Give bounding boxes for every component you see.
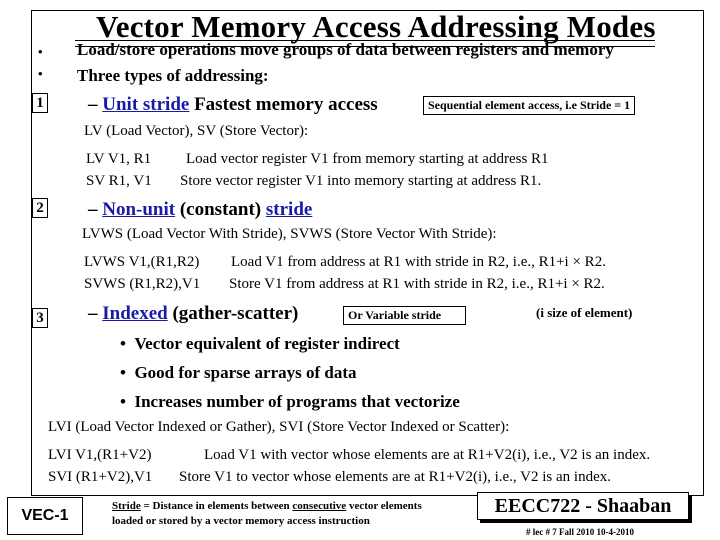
instruction-intro: LVI (Load Vector Indexed or Gather), SVI (Store Vector Indexed or Scatter): [48, 419, 510, 435]
dash: – [88, 199, 98, 220]
footnote-text: = Distance in elements between [140, 500, 293, 512]
mode-description: Fastest memory access [194, 94, 378, 115]
lecture-info: # lec # 7 Fall 2010 10-4-2010 [526, 527, 634, 537]
footnote-term: Stride [112, 500, 141, 512]
instruction-intro: LVWS (Load Vector With Stride), SVWS (Store Vector With Stride): [82, 226, 497, 242]
mode-description: (gather-scatter) [172, 303, 299, 324]
instruction-description: Load vector register V1 from memory starting at address R1 [186, 151, 549, 167]
mode-name-stride: stride [265, 199, 313, 220]
instruction-description: Load V1 with vector whose elements are at R1+V2(i), i.e., V2 is an index. [204, 447, 651, 463]
course-badge: EECC722 - Shaaban [477, 492, 689, 520]
slide-title: Vector Memory Access Addressing Modes [96, 9, 656, 44]
instruction-description: Store vector register V1 into memory starting at address R1. [180, 173, 542, 189]
instruction-code: SV R1, V1 [86, 173, 152, 189]
mode-unit-heading [88, 94, 378, 116]
instruction-code: LVWS V1,(R1,R2) [84, 254, 200, 270]
slide-label: VEC-1 [7, 497, 83, 535]
instruction-description: Load V1 from address at R1 with stride in R2, i.e., R1+i × R2. [231, 254, 606, 270]
stride-footnote [112, 499, 422, 529]
mode-nonunit-heading [88, 199, 312, 221]
mode-number-box: 1 [32, 93, 48, 113]
bullet-marker: • [38, 66, 43, 81]
mode-name-non-unit: Non-unit [102, 199, 176, 220]
footnote-emphasis: consecutive [292, 500, 347, 512]
mode-number-box: 3 [32, 308, 48, 328]
callout-sequential: Sequential element access, i.e Stride = 1 [423, 96, 635, 115]
instruction-code: SVI (R1+V2),V1 [48, 469, 153, 485]
sub-bullet-text: Good for sparse arrays of data [134, 363, 357, 382]
footnote-text: vector elements [346, 500, 422, 512]
bullet-text: Three types of addressing: [77, 66, 269, 85]
bullet-text: Load/store operations move groups of data between registers and memory [77, 40, 614, 59]
footnote-line2: loaded or stored by a vector memory access instruction [112, 515, 370, 527]
instruction-description: Store V1 from address at R1 with stride in R2, i.e., R1+i × R2. [229, 276, 605, 292]
mode-name-indexed: Indexed [102, 303, 168, 324]
mode-constant-label: (constant) [179, 199, 262, 220]
dash: – [88, 94, 98, 115]
instruction-code: LV V1, R1 [86, 151, 152, 167]
callout-variable-stride: Or Variable stride [343, 306, 466, 325]
instruction-code: SVWS (R1,R2),V1 [84, 276, 201, 292]
sub-bullet: • Vector equivalent of register indirect [120, 334, 400, 353]
instruction-description: Store V1 to vector whose elements are at R1+V2(i), i.e., V2 is an index. [179, 469, 611, 485]
mode-number-box: 2 [32, 198, 48, 218]
sub-bullet-text: Increases number of programs that vectorize [134, 392, 460, 411]
element-size-note: (i size of element) [536, 305, 633, 320]
bullet-marker: • [38, 44, 43, 59]
sub-bullet: • Good for sparse arrays of data [120, 363, 357, 382]
mode-indexed-heading [88, 303, 298, 325]
instruction-intro: LV (Load Vector), SV (Store Vector): [84, 123, 309, 139]
dash: – [88, 303, 98, 324]
sub-bullet-text: Vector equivalent of register indirect [134, 334, 400, 353]
mode-name-unit-stride: Unit stride [102, 94, 190, 115]
instruction-code: LVI V1,(R1+V2) [48, 447, 152, 463]
sub-bullet: • Increases number of programs that vectorize [120, 392, 460, 411]
